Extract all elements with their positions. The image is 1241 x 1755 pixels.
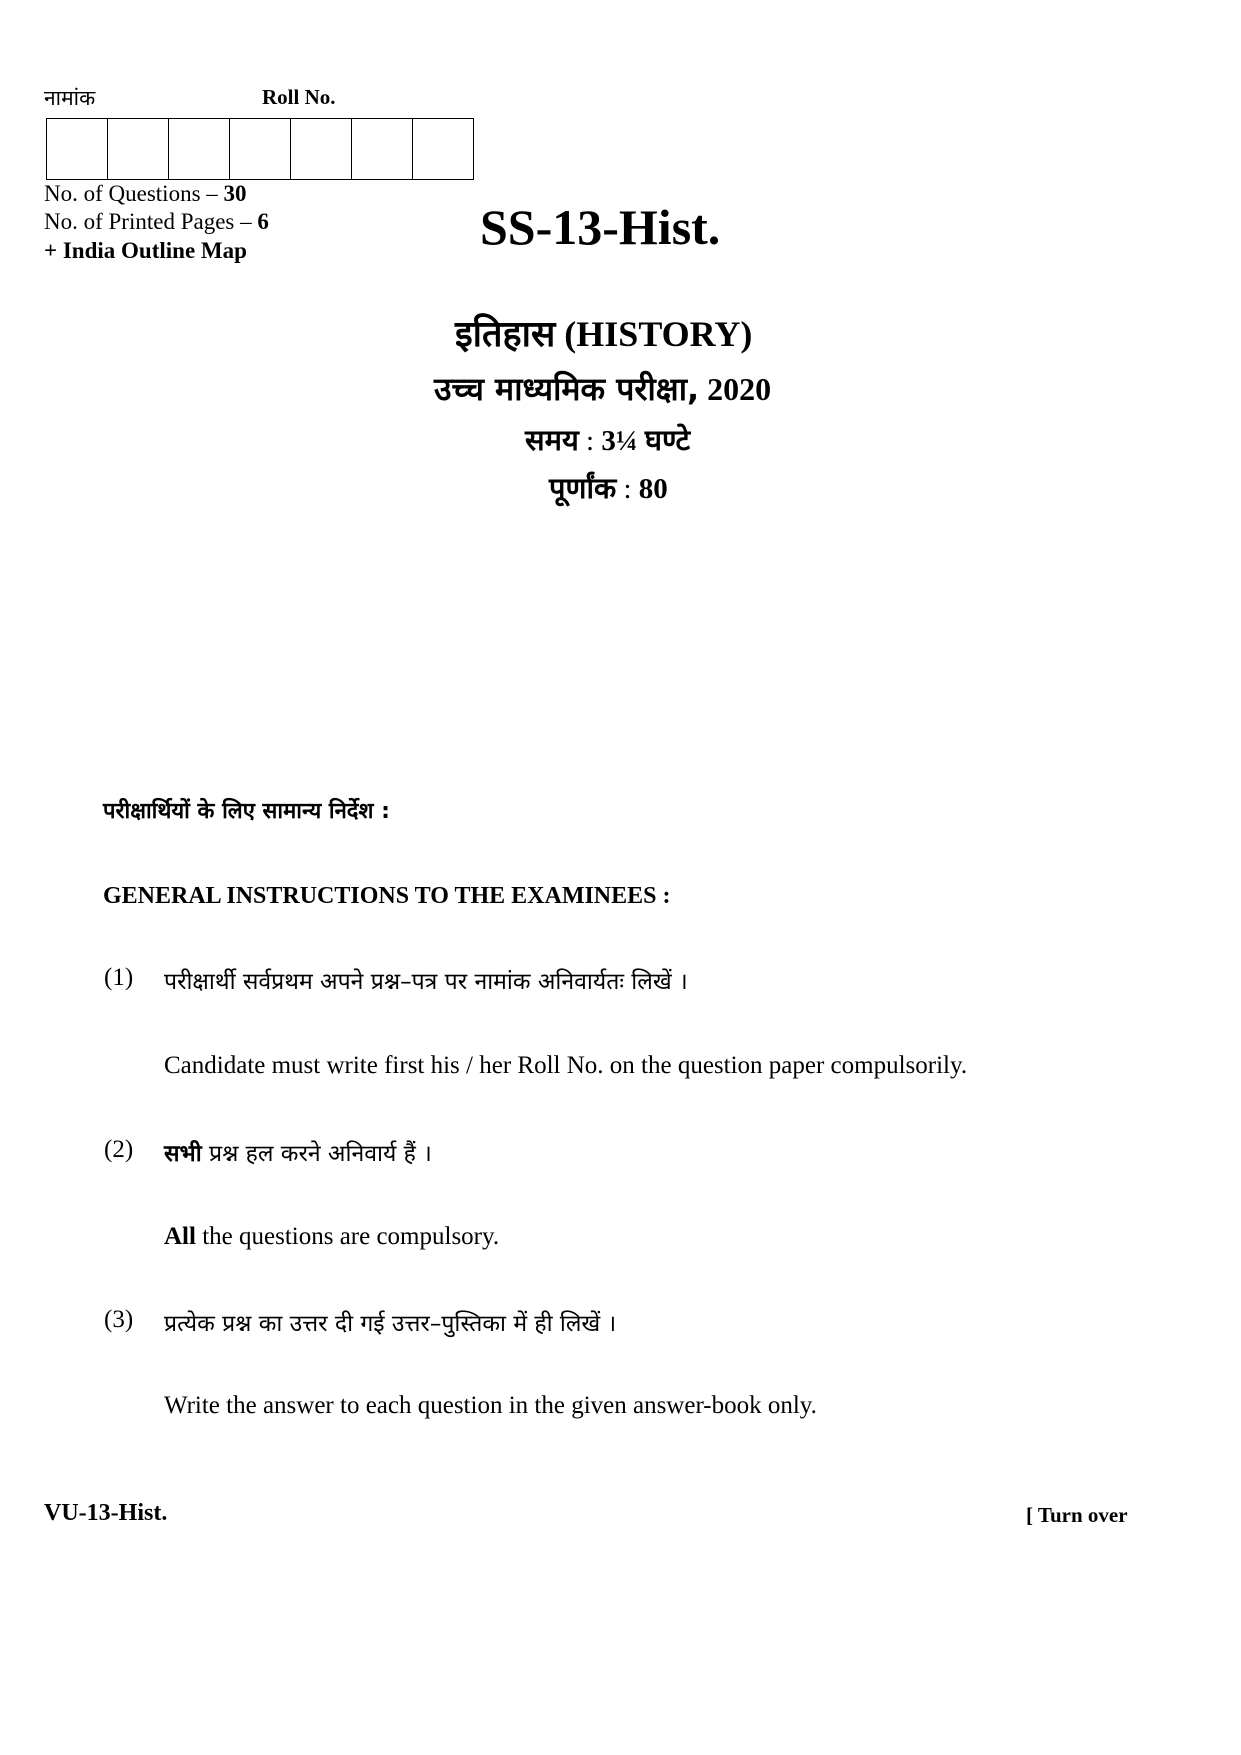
instruction-english (164, 1392, 817, 1420)
instruction-number: (3) (104, 1306, 134, 1333)
marks-value: 80 (638, 473, 668, 505)
instructions-heading-hindi: परीक्षार्थियों के लिए सामान्य निर्देश : (103, 799, 390, 824)
turn-over-note: [ Turn over (1026, 1503, 1128, 1527)
instruction-hindi-bold: सभी (164, 1141, 202, 1167)
exam-title (434, 367, 771, 410)
map-note: + India Outline Map (44, 238, 247, 263)
roll-label-english: Roll No. (262, 85, 336, 109)
subject-hindi: इतिहास (455, 314, 556, 355)
instruction-english (164, 1052, 967, 1080)
instruction-hindi (164, 1306, 616, 1338)
questions-count-line (44, 181, 247, 207)
time-label: समय (525, 423, 579, 457)
time-separator: : (586, 425, 595, 457)
pages-prefix: No. of Printed Pages – (44, 209, 252, 234)
instructions-heading-english: GENERAL INSTRUCTIONS TO THE EXAMINEES : (103, 883, 671, 909)
instruction-english (164, 1223, 499, 1251)
subject-english: (HISTORY) (564, 314, 753, 354)
time-value: 3¼ (601, 425, 638, 457)
roll-number-box[interactable] (108, 118, 169, 180)
instruction-hindi-text: प्रत्येक प्रश्न का उत्तर दी गई उत्तर–पुस्तिका में ही लिखें । (164, 1311, 617, 1337)
instruction-number: (2) (104, 1136, 134, 1163)
instruction-hindi (164, 964, 688, 996)
footer-code: VU-13-Hist. (44, 1500, 168, 1526)
exam-hindi: उच्च माध्यमिक परीक्षा, (434, 370, 700, 408)
roll-number-box[interactable] (169, 118, 230, 180)
time-line (525, 420, 690, 459)
paper-code: SS-13-Hist. (480, 199, 721, 255)
instruction-hindi-text: परीक्षार्थी सर्वप्रथम अपने प्रश्न–पत्र पर नामांक अनिवार्यतः लिखें । (164, 969, 688, 995)
roll-number-box[interactable] (291, 118, 352, 180)
exam-year: 2020 (707, 371, 772, 407)
roll-number-box[interactable] (47, 118, 108, 180)
marks-label: पूर्णांक (549, 471, 617, 505)
roll-number-box[interactable] (230, 118, 291, 180)
instruction-hindi (164, 1136, 432, 1168)
questions-count: 30 (223, 181, 247, 206)
roll-number-grid (46, 118, 474, 180)
roll-number-box[interactable] (352, 118, 413, 180)
instruction-english-text: Candidate must write first his / her Roll No. on the question paper compulsorily. (164, 1052, 968, 1079)
instruction-number: (1) (104, 964, 134, 991)
instruction-hindi-text: प्रश्न हल करने अनिवार्य हैं । (201, 1141, 432, 1167)
pages-count-line (44, 209, 269, 235)
instruction-english-text: the questions are compulsory. (195, 1223, 500, 1250)
instruction-english-text: Write the answer to each question in the given answer-book only. (164, 1392, 817, 1419)
marks-line (549, 468, 668, 507)
questions-prefix: No. of Questions – (44, 181, 218, 206)
time-unit: घण्टे (644, 423, 691, 457)
roll-label-hindi: नामांक (44, 86, 96, 110)
marks-separator: : (623, 473, 632, 505)
pages-count: 6 (257, 209, 269, 234)
subject-title (455, 308, 752, 357)
instruction-english-bold: All (164, 1223, 196, 1250)
roll-number-box[interactable] (413, 118, 474, 180)
